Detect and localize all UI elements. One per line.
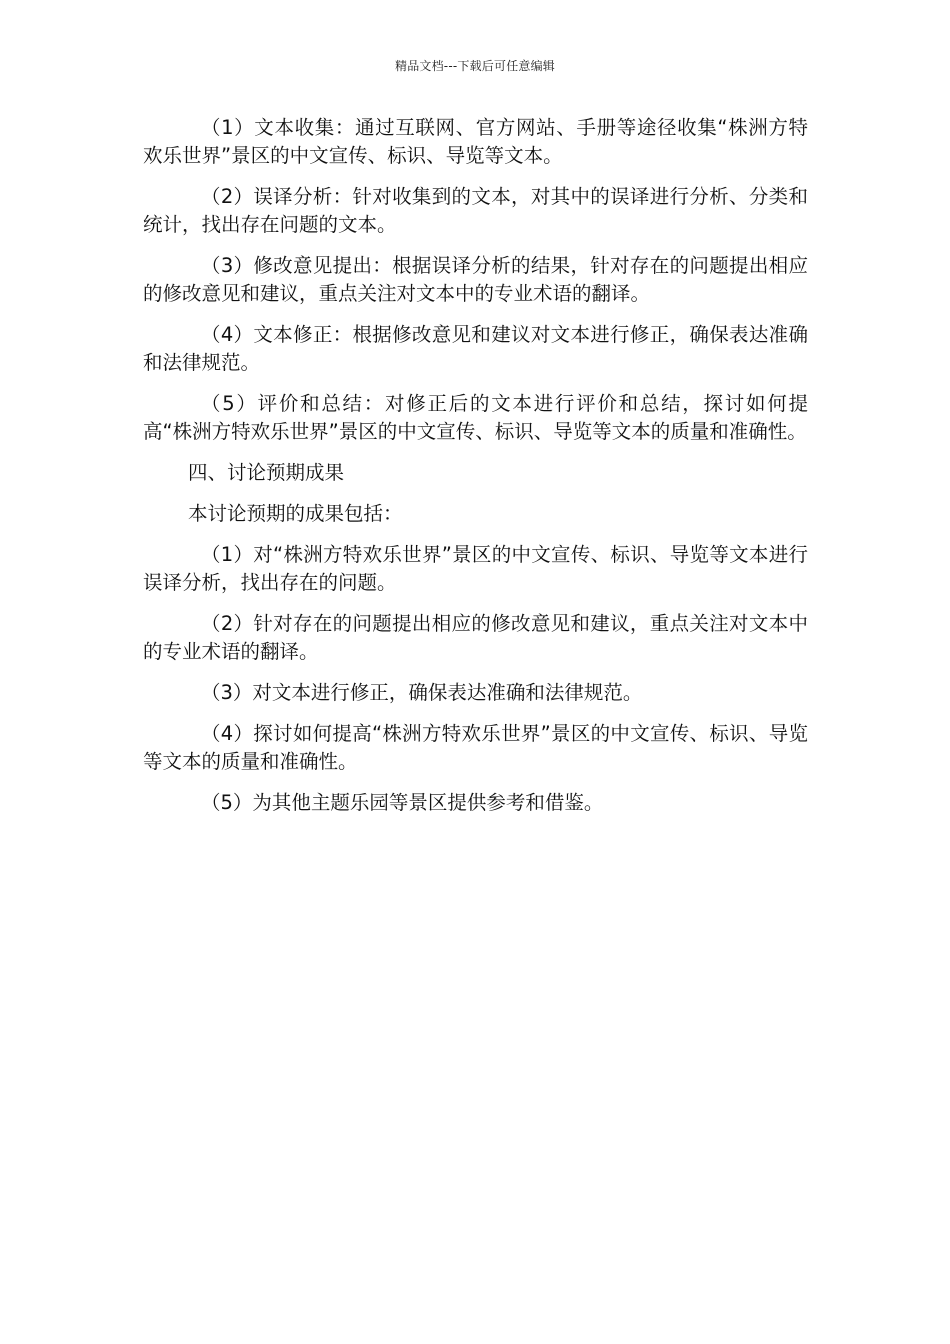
document-body xyxy=(143,114,808,830)
page-header: 精品文档---下载后可任意编辑 xyxy=(395,59,555,73)
method-item-1: （1）文本收集：通过互联网、官方网站、手册等途径收集“株洲方特欢乐世界”景区的中文宣传、标识、导览等文本。 xyxy=(143,116,808,167)
method-item-2: （2）误译分析：针对收集到的文本，对其中的误译进行分析、分类和统计，找出存在问题的文本。 xyxy=(143,185,808,236)
method-item-3: （3）修改意见提出：根据误译分析的结果，针对存在的问题提出相应的修改意见和建议，重点关注对文本中的专业术语的翻译。 xyxy=(143,254,808,305)
method-item-4: （4）文本修正：根据修改意见和建议对文本进行修正，确保表达准确和法律规范。 xyxy=(143,323,808,374)
section-heading: 四、讨论预期成果 xyxy=(188,461,345,484)
outcome-item-4: （4）探讨如何提高“株洲方特欢乐世界”景区的中文宣传、标识、导览等文本的质量和准确性。 xyxy=(143,722,808,773)
outcome-item-1: （1）对“株洲方特欢乐世界”景区的中文宣传、标识、导览等文本进行误译分析，找出存在的问题。 xyxy=(143,543,808,594)
outcome-item-3: （3）对文本进行修正，确保表达准确和法律规范。 xyxy=(201,681,643,704)
method-item-5: （5）评价和总结：对修正后的文本进行评价和总结，探讨如何提高“株洲方特欢乐世界”景区的中文宣传、标识、导览等文本的质量和准确性。 xyxy=(143,392,808,443)
outcome-item-2: （2）针对存在的问题提出相应的修改意见和建议，重点关注对文本中的专业术语的翻译。 xyxy=(143,612,808,663)
outcome-item-5: （5）为其他主题乐园等景区提供参考和借鉴。 xyxy=(201,791,604,814)
section-intro: 本讨论预期的成果包括： xyxy=(188,502,403,525)
